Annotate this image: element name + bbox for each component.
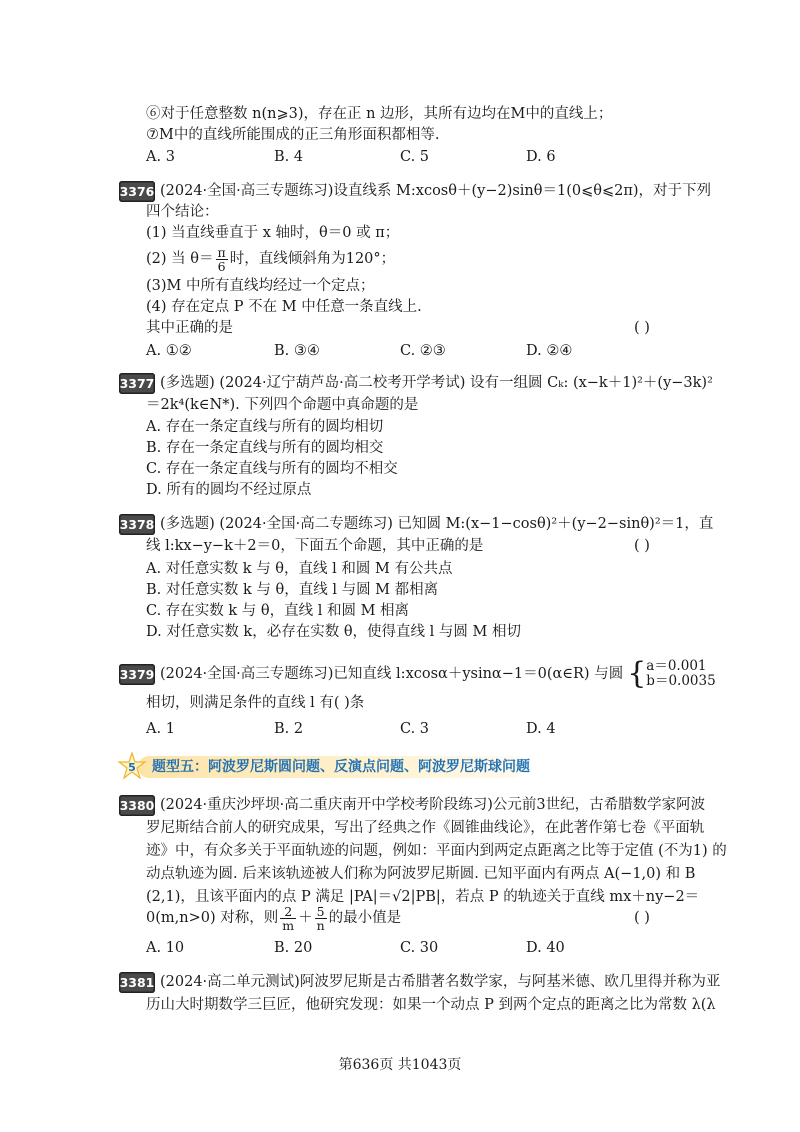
statement-6: ⑥对于任意整数 n(n⩾3)，存在正 n 边形，其所有边均在M中的直线上； bbox=[146, 106, 613, 122]
option-d: D. 4 bbox=[526, 721, 556, 737]
answer-paren: ( ) bbox=[634, 538, 650, 554]
plus-sign: ＋ bbox=[298, 910, 313, 926]
fraction-den: m bbox=[282, 917, 295, 933]
conclusion-1: (1) 当直线垂直于 x 轴时，θ＝0 或 π； bbox=[146, 225, 400, 241]
option-a: A. 3 bbox=[146, 149, 175, 165]
question-number-badge: 3379 bbox=[119, 664, 155, 685]
conclusion-2 bbox=[146, 244, 395, 274]
question-number-badge: 3376 bbox=[119, 181, 155, 202]
option-d: D. 40 bbox=[526, 940, 565, 956]
question-stem-cont: ＝2k⁴(k∈N*). 下列四个命题中真命题的是 bbox=[146, 397, 419, 413]
question-stem-cont: 相切，则满足条件的直线 l 有( )条 bbox=[146, 695, 365, 711]
option-b: B. 4 bbox=[274, 149, 304, 165]
question-line-6 bbox=[146, 903, 401, 933]
option-a: A. 存在一条定直线与所有的圆均相切 bbox=[146, 419, 384, 435]
fraction-2-over-m bbox=[280, 905, 296, 932]
question-stem: (多选题) (2024·辽宁葫芦岛·高二校考开学考试) 设有一组圆 Cₖ: (x−k＋1)²＋(y−3k)² bbox=[160, 375, 713, 391]
option-c: C. 5 bbox=[400, 149, 430, 165]
fraction-den: 6 bbox=[217, 258, 226, 274]
option-d: D. 所有的圆均不经过原点 bbox=[146, 482, 312, 498]
fraction bbox=[216, 246, 228, 273]
question-number-badge: 3380 bbox=[119, 795, 155, 816]
option-c: C. ②③ bbox=[400, 343, 446, 359]
question-line-2: 历山大时期数学三巨匠，他研究发现：如果一个动点 P 到两个定点的距离之比为常数 λ(λ bbox=[146, 997, 716, 1013]
conclusion-3: (3)M 中所有直线均经过一个定点； bbox=[146, 278, 375, 294]
page-footer: 第636页 共1043页 bbox=[338, 1057, 462, 1073]
star-icon bbox=[118, 752, 146, 780]
section-number: 5 bbox=[128, 761, 136, 774]
section-title: 题型五：阿波罗尼斯圆问题、反演点问题、阿波罗尼斯球问题 bbox=[152, 759, 530, 775]
question-stem bbox=[160, 656, 716, 692]
conclusion-4: (4) 存在定点 P 不在 M 中任意一条直线上. bbox=[146, 299, 422, 315]
fraction-num: 2 bbox=[280, 905, 296, 919]
brace: { bbox=[627, 656, 647, 691]
answer-paren: ( ) bbox=[634, 320, 650, 336]
question-line-2: 罗尼斯结合前人的研究成果，写出了经典之作《圆锥曲线论》，在此著作第七卷《平面轨 bbox=[146, 820, 705, 836]
question-ask: 其中正确的是 bbox=[146, 320, 233, 336]
fraction-num: 5 bbox=[315, 905, 327, 919]
equation-a: a＝0.001 bbox=[646, 658, 707, 674]
conclusion-2-pre: (2) 当 θ＝ bbox=[146, 251, 214, 267]
option-b: B. ③④ bbox=[274, 343, 320, 359]
option-a: A. 10 bbox=[146, 940, 185, 956]
option-b: B. 2 bbox=[274, 721, 304, 737]
option-a: A. 1 bbox=[146, 721, 175, 737]
conclusion-2-post: 时，直线倾斜角为120°； bbox=[229, 251, 396, 267]
statement-7: ⑦M中的直线所能围成的正三角形面积都相等. bbox=[146, 127, 440, 143]
question-stem: (2024·全国·高三专题练习)设直线系 M:xcosθ＋(y−2)sinθ＝1(0⩽θ⩽2π)，对于下列 bbox=[160, 183, 712, 199]
fraction-num: π bbox=[217, 244, 226, 260]
question-line-3: 迹》中，有众多关于平面轨迹的问题，例如：平面内到两定点距离之比等于定值 (不为1) 的 bbox=[146, 843, 727, 859]
option-d: D. 6 bbox=[526, 149, 556, 165]
option-a: A. ①② bbox=[146, 343, 192, 359]
question-line-4: 动点轨迹为圆. 后来该轨迹被人们称为阿波罗尼斯圆. 已知平面内有两点 A(−1,0) 和 B bbox=[146, 866, 696, 882]
section-header bbox=[118, 754, 530, 780]
answer-paren: ( ) bbox=[634, 910, 650, 926]
question-number-badge: 3377 bbox=[119, 373, 155, 394]
option-c: C. 30 bbox=[400, 940, 439, 956]
option-a: A. 对任意实数 k 与 θ，直线 l 和圆 M 有公共点 bbox=[146, 561, 453, 577]
question-stem: (多选题) (2024·全国·高二专题练习) 已知圆 M:(x−1−cosθ)²＋(y−2−sinθ)²＝1，直 bbox=[160, 516, 714, 532]
fraction-den: n bbox=[316, 917, 325, 933]
question-line-6-post: 的最小值是 bbox=[328, 910, 402, 926]
question-stem-text: (2024·全国·高三专题练习)已知直线 l:xcosα＋ysinα−1＝0(α∈R) 与圆 bbox=[160, 666, 624, 682]
question-line-1: (2024·高二单元测试)阿波罗尼斯是古希腊著名数学家，与阿基米德、欧几里得并称为亚 bbox=[160, 974, 721, 990]
option-b: B. 20 bbox=[274, 940, 313, 956]
fraction-5-over-n bbox=[315, 905, 327, 932]
question-number-badge: 3381 bbox=[119, 972, 155, 993]
option-d: D. 对任意实数 k，必存在实数 θ，使得直线 l 与圆 M 相切 bbox=[146, 624, 521, 640]
question-stem-cont: 线 l:kx−y−k＋2＝0，下面五个命题，其中正确的是 bbox=[146, 538, 484, 554]
option-c: C. 存在一条定直线与所有的圆均不相交 bbox=[146, 461, 398, 477]
option-d: D. ②④ bbox=[526, 343, 573, 359]
option-c: C. 存在实数 k 与 θ，直线 l 和圆 M 相离 bbox=[146, 603, 410, 619]
question-number-badge: 3378 bbox=[119, 514, 155, 535]
equation-system bbox=[646, 659, 715, 689]
question-line-1: (2024·重庆沙坪坝·高二重庆南开中学校考阶段练习)公元前3世纪，古希腊数学家阿波 bbox=[160, 797, 706, 813]
option-b: B. 存在一条定直线与所有的圆均相交 bbox=[146, 440, 384, 456]
option-c: C. 3 bbox=[400, 721, 430, 737]
question-stem-cont: 四个结论： bbox=[146, 204, 219, 220]
question-line-6-pre: 0(m,n>0) 对称，则 bbox=[146, 910, 279, 926]
equation-b: b＝0.0035 bbox=[646, 673, 716, 689]
question-line-5: (2,1)，且该平面内的点 P 满足 |PA|＝√2|PB|，若点 P 的轨迹关于直线 mx＋ny−2＝ bbox=[146, 889, 700, 905]
option-b: B. 对任意实数 k 与 θ，直线 l 与圆 M 都相离 bbox=[146, 582, 439, 598]
